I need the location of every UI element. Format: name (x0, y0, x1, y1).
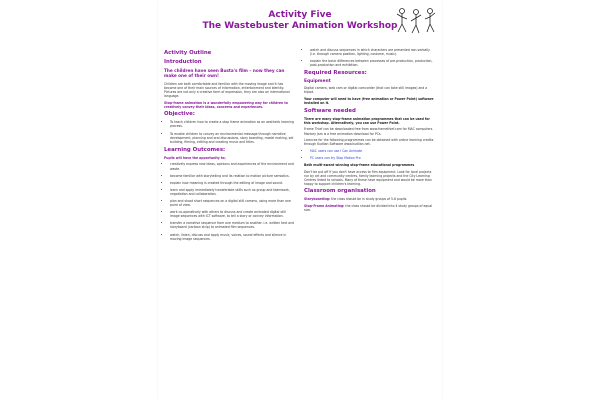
software-heading: Software needed (304, 107, 356, 114)
list-item: • learn and apply immediately transferable skills such as group and teamwork, negotiation and collaboration. (170, 188, 296, 196)
list-item: • work co-operatively with others to discuss and create animated digital still image sequences with ICT software, to tell a story or convey information. (170, 210, 296, 218)
list-item: • watch and discuss sequences in which characters are presented non-verbally (i.e. through camera position, lighting, costume, music). (310, 48, 436, 56)
intro-lead: The children have seen Busta's film – now they can make one of their own! (164, 68, 285, 79)
outline-heading: Activity Outline (164, 50, 212, 56)
list-item: • To teach children how to create a stop frame animation as an aesthetic learning process. (170, 120, 296, 128)
equipment-heading: Equipment (304, 79, 331, 85)
equipment-paragraph-1: Digital camera, web cam or digital camcorder (that can take still images) and a tripod. (304, 86, 428, 95)
left-column (164, 48, 296, 244)
learning-outcomes-heading: Learning Outcomes: (164, 146, 226, 153)
right-column (304, 48, 436, 215)
classroom-paragraph-1 (304, 197, 436, 201)
animating-label: Stop-Frame Animating: (304, 204, 345, 209)
stick-figures-illustration (394, 6, 438, 38)
software-paragraph-1: There are many stop-frame animation programmes that can be used for this workshop. Alternatively, you can use Power Point. (304, 116, 430, 125)
outcomes-list (164, 162, 296, 240)
outcomes-intro: Pupils will have the opportunity to; (164, 155, 226, 160)
animating-text: the class should be divided into 4 study groups of equal size. (304, 204, 433, 213)
list-item: • To enable children to convey an environmental message through narrative development, planning and oral discussions, story boarding, model making, set building, filming, editing and creating music and titles. (170, 132, 296, 144)
software-paragraph-3: Licences for the following programmes can be obtained with online learning credits through Kudlian Software www.kudlian.net. (304, 138, 434, 147)
list-item: • transfer a narrative sequence from one medium to another. i.e. written text and storyboard (cartoon strip) to animated film sequences. (170, 221, 296, 229)
list-item: • PC users can try Stop Motion Pro (310, 156, 436, 160)
continued-outcomes-list (304, 48, 436, 67)
list-item: • explain the basic differences between processes of pre-production, production, post-production and exhibition. (310, 59, 436, 67)
title-line-1: Activity Five (268, 10, 332, 20)
introduction-heading: Introduction (164, 59, 202, 65)
resources-heading: Required Resources: (304, 70, 367, 77)
equipment-paragraph-2: Your computer will need to have (free animation or Power Point) software installed on it. (304, 97, 434, 106)
list-item: • explain how meaning is created through the editing of image and sound. (170, 181, 296, 185)
software-paragraph-2: Frame Thief can be downloaded free from www.framethief.com for MAC computers. Monkey Jam is a free animation download for PCs. (304, 127, 434, 136)
list-item: • become familiar with storytelling and its relation to motion picture semiotics. (170, 174, 296, 178)
storyboarding-text: the class should be in study groups of 5-6 pupils. (330, 197, 408, 202)
classroom-paragraph-2 (304, 204, 436, 212)
list-item: • MAC users can use I Can Animate (310, 149, 436, 153)
list-item: • creatively express new ideas, opinions and experiences of the environment and waste. (170, 162, 296, 170)
software-list (304, 149, 436, 160)
objective-heading: Objective: (164, 111, 195, 118)
software-paragraph-4: Both multi-award winning stop-frame educational programmes (304, 163, 415, 167)
document-page (158, 0, 442, 400)
classroom-heading: Classroom organisation (304, 188, 376, 195)
objective-list (164, 120, 296, 143)
list-item: • watch, listen, discuss and apply music, voices, sound effects and silence in moving image sequences. (170, 233, 296, 241)
software-paragraph-5: Don't be put off if you don't have access to film equipment. Look for local projects run by art and community centres, family learning projects and the City Learning Centres linked to schools. Many of these have equipment and would be more than happy to support children's learning. (304, 169, 432, 186)
intro-paragraph-1: Children are both comfortable and familiar with the moving image and it has become one of their main sources of information, entertainment and identity. Pictures are not only a creative form of expression, they are also an international language. (164, 81, 290, 99)
storyboarding-label: Storyboarding: (304, 197, 331, 202)
title-line-2: The Wastebuster Animation Workshop (202, 21, 398, 31)
list-item: • plan and shoot short sequences on a digital still camera, using more than one point of view. (170, 199, 296, 207)
intro-paragraph-2: Stop-frame animation is a wonderfully empowering way for children to creatively convey their ideas, concerns and experiences. (164, 100, 288, 109)
